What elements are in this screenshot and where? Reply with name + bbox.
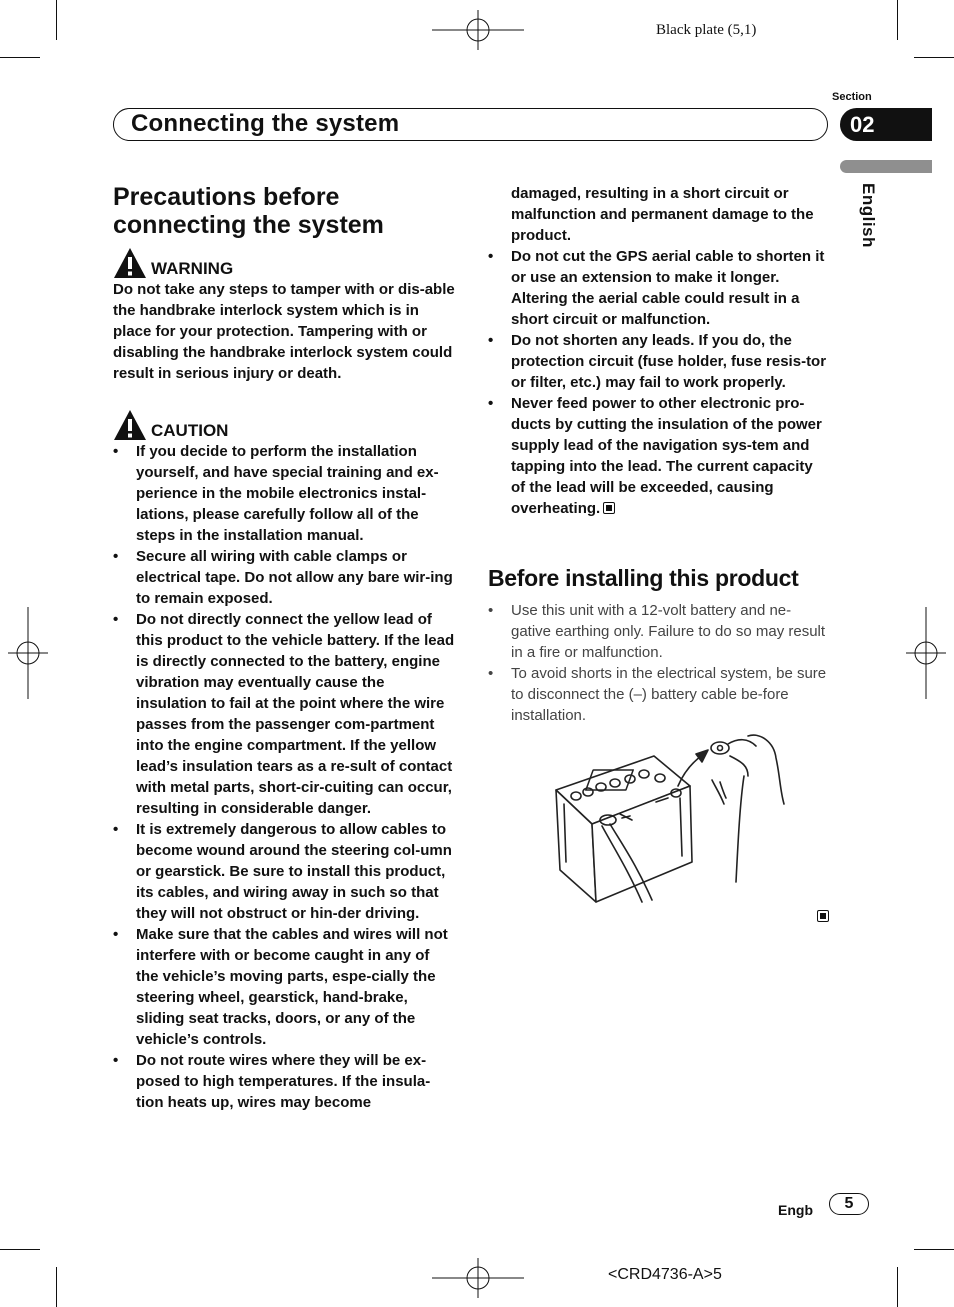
end-mark bbox=[814, 908, 829, 926]
language-code: Engb bbox=[778, 1202, 813, 1218]
crop-mark bbox=[56, 0, 57, 40]
caution-list-continued bbox=[488, 246, 830, 519]
crop-mark bbox=[56, 1267, 57, 1307]
list-item: • Do not route wires where they will be ex-posed to high temperatures. If the insula-tion heats up, wires may become bbox=[113, 1050, 455, 1113]
caution-label: CAUTION bbox=[151, 421, 229, 440]
list-item-text: Never feed power to other electronic pro-ducts by cutting the insulation of the power supply lead of the navigation sys-tem and tapping into the lead. The current capacity of the lead will be exceeded, causing overheating. bbox=[511, 395, 822, 517]
crop-mark bbox=[914, 57, 954, 58]
list-item: • If you decide to perform the installation yourself, and have special training and ex-perience in the mobile electronics instal-lations, please carefully follow all of the steps in the installation manual. bbox=[113, 441, 455, 546]
footer-code: <CRD4736-A>5 bbox=[608, 1266, 722, 1283]
section-heading bbox=[113, 183, 455, 239]
caution-list bbox=[113, 441, 455, 1113]
list-item: • Secure all wiring with cable clamps or electrical tape. Do not allow any bare wir-ing to remain exposed. bbox=[113, 546, 455, 609]
page-title: Connecting the system bbox=[131, 110, 400, 137]
list-item: • Do not shorten any leads. If you do, the protection circuit (fuse holder, fuse resis-tor or filter, etc.) may fail to work properly. bbox=[488, 330, 830, 393]
language-tab bbox=[840, 160, 932, 173]
warning-label: WARNING bbox=[151, 259, 234, 278]
list-item: • To avoid shorts in the electrical system, be sure to disconnect the (–) battery cable be-fore installation. bbox=[488, 663, 830, 726]
crop-mark bbox=[914, 1249, 954, 1250]
list-item: • Use this unit with a 12-volt battery and ne-gative earthing only. Failure to do so may result in a fire or malfunction. bbox=[488, 600, 830, 663]
continued-text: damaged, resulting in a short circuit or malfunction and permanent damage to the product. bbox=[511, 185, 814, 244]
crop-mark bbox=[897, 1267, 898, 1307]
page-number: 5 bbox=[829, 1193, 869, 1215]
list-item: • Do not cut the GPS aerial cable to shorten it or use an extension to make it longer. Altering the aerial cable could result in a short circuit or malfunction. bbox=[488, 246, 830, 330]
left-column bbox=[113, 183, 455, 1113]
end-mark-icon bbox=[603, 502, 615, 514]
registration-mark-bottom bbox=[432, 1258, 524, 1298]
registration-mark-top bbox=[432, 10, 524, 50]
caution-heading bbox=[113, 405, 455, 441]
warning-heading bbox=[113, 243, 455, 279]
section-number-badge: 02 bbox=[840, 108, 932, 141]
crop-mark bbox=[0, 1249, 40, 1250]
crop-mark bbox=[897, 0, 898, 40]
registration-mark-left bbox=[8, 607, 48, 699]
warning-text: Do not take any steps to tamper with or dis-able the handbrake interlock system which is in place for your protection. Tampering with or disabling the handbrake interlock system could result in serious injury or death. bbox=[113, 281, 455, 382]
list-item: • Make sure that the cables and wires will not interfere with or become caught in any of the vehicle’s moving parts, espe-cially the steering wheel, gearstick, hand-brake, sliding seat tracks, doors, or any of the vehicle’s controls. bbox=[113, 924, 455, 1050]
battery-disconnect-illustration bbox=[552, 732, 792, 912]
end-mark-icon bbox=[817, 910, 829, 922]
list-item bbox=[488, 393, 830, 519]
registration-mark-right bbox=[906, 607, 946, 699]
list-item: • It is extremely dangerous to allow cables to become wound around the steering col-umn or gearstick. Be sure to install this product, its cables, and wiring away in such so that they will not obstruct or hin-der driving. bbox=[113, 819, 455, 924]
warning-triangle-icon bbox=[113, 247, 147, 279]
caution-triangle-icon bbox=[113, 409, 147, 441]
heading-line: Precautions before bbox=[113, 183, 340, 211]
list-item: • Do not directly connect the yellow lead of this product to the vehicle battery. If the lead is directly connected to the battery, engine vibration may eventually cause the insulation to fail at the point where the wire passes from the passenger com-partment into the engine compartment. If the yellow lead’s insulation tears as a re-sult of contact with metal parts, short-cir-cuiting can occur, resulting in considerable danger. bbox=[113, 609, 455, 819]
heading-line: connecting the system bbox=[113, 211, 384, 239]
section-heading: Before installing this product bbox=[488, 565, 799, 591]
install-list bbox=[488, 600, 830, 726]
language-label: English bbox=[859, 183, 878, 248]
section-label: Section bbox=[832, 91, 872, 103]
right-column bbox=[488, 183, 830, 726]
plate-label: Black plate (5,1) bbox=[656, 22, 757, 38]
crop-mark bbox=[0, 57, 40, 58]
